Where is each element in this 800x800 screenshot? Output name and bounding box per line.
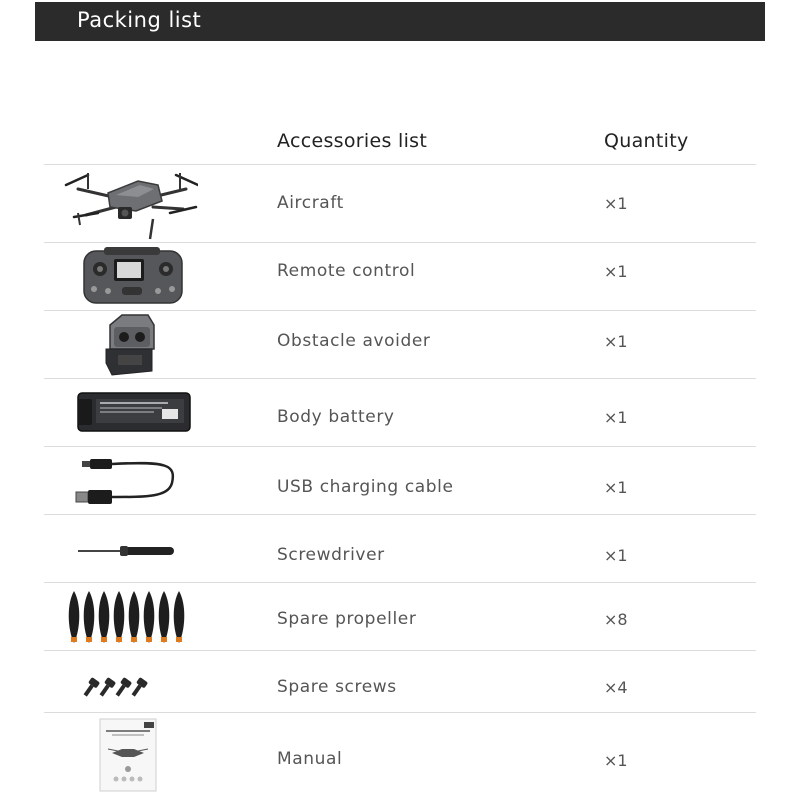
manual-icon	[58, 717, 198, 793]
item-name: Body battery	[277, 407, 395, 427]
propeller-icon	[58, 587, 198, 647]
drone-icon	[58, 167, 198, 241]
item-name: USB charging cable	[277, 477, 454, 497]
item-name: Obstacle avoider	[277, 331, 431, 351]
item-quantity: ×4	[604, 678, 628, 697]
item-name: Aircraft	[277, 193, 344, 213]
table-row	[44, 583, 756, 651]
table-row	[44, 243, 756, 311]
item-quantity: ×1	[604, 194, 628, 213]
screws-icon	[58, 673, 198, 701]
item-quantity: ×1	[604, 546, 628, 565]
item-quantity: ×1	[604, 332, 628, 351]
usb-cable-icon	[58, 455, 198, 511]
remote-control-icon	[58, 247, 198, 307]
item-name: Spare propeller	[277, 609, 417, 629]
item-quantity: ×1	[604, 408, 628, 427]
item-name: Remote control	[277, 261, 416, 281]
item-quantity: ×1	[604, 478, 628, 497]
battery-icon	[58, 391, 198, 433]
obstacle-avoider-icon	[58, 313, 198, 377]
table-row	[44, 379, 756, 447]
item-name: Spare screws	[277, 677, 397, 697]
item-name: Screwdriver	[277, 545, 385, 565]
header-bar	[35, 2, 765, 41]
item-quantity: ×1	[604, 751, 628, 770]
item-quantity: ×1	[604, 262, 628, 281]
table-row	[44, 515, 756, 583]
column-header-accessories: Accessories list	[277, 130, 428, 152]
column-header-quantity: Quantity	[604, 130, 689, 152]
table-row	[44, 311, 756, 379]
page-title: Packing list	[77, 8, 202, 32]
item-quantity: ×8	[604, 610, 628, 629]
table-row	[44, 165, 756, 243]
table-row	[44, 713, 756, 800]
table-row	[44, 447, 756, 515]
table-row	[44, 651, 756, 713]
item-name: Manual	[277, 749, 343, 769]
screwdriver-icon	[58, 543, 198, 559]
